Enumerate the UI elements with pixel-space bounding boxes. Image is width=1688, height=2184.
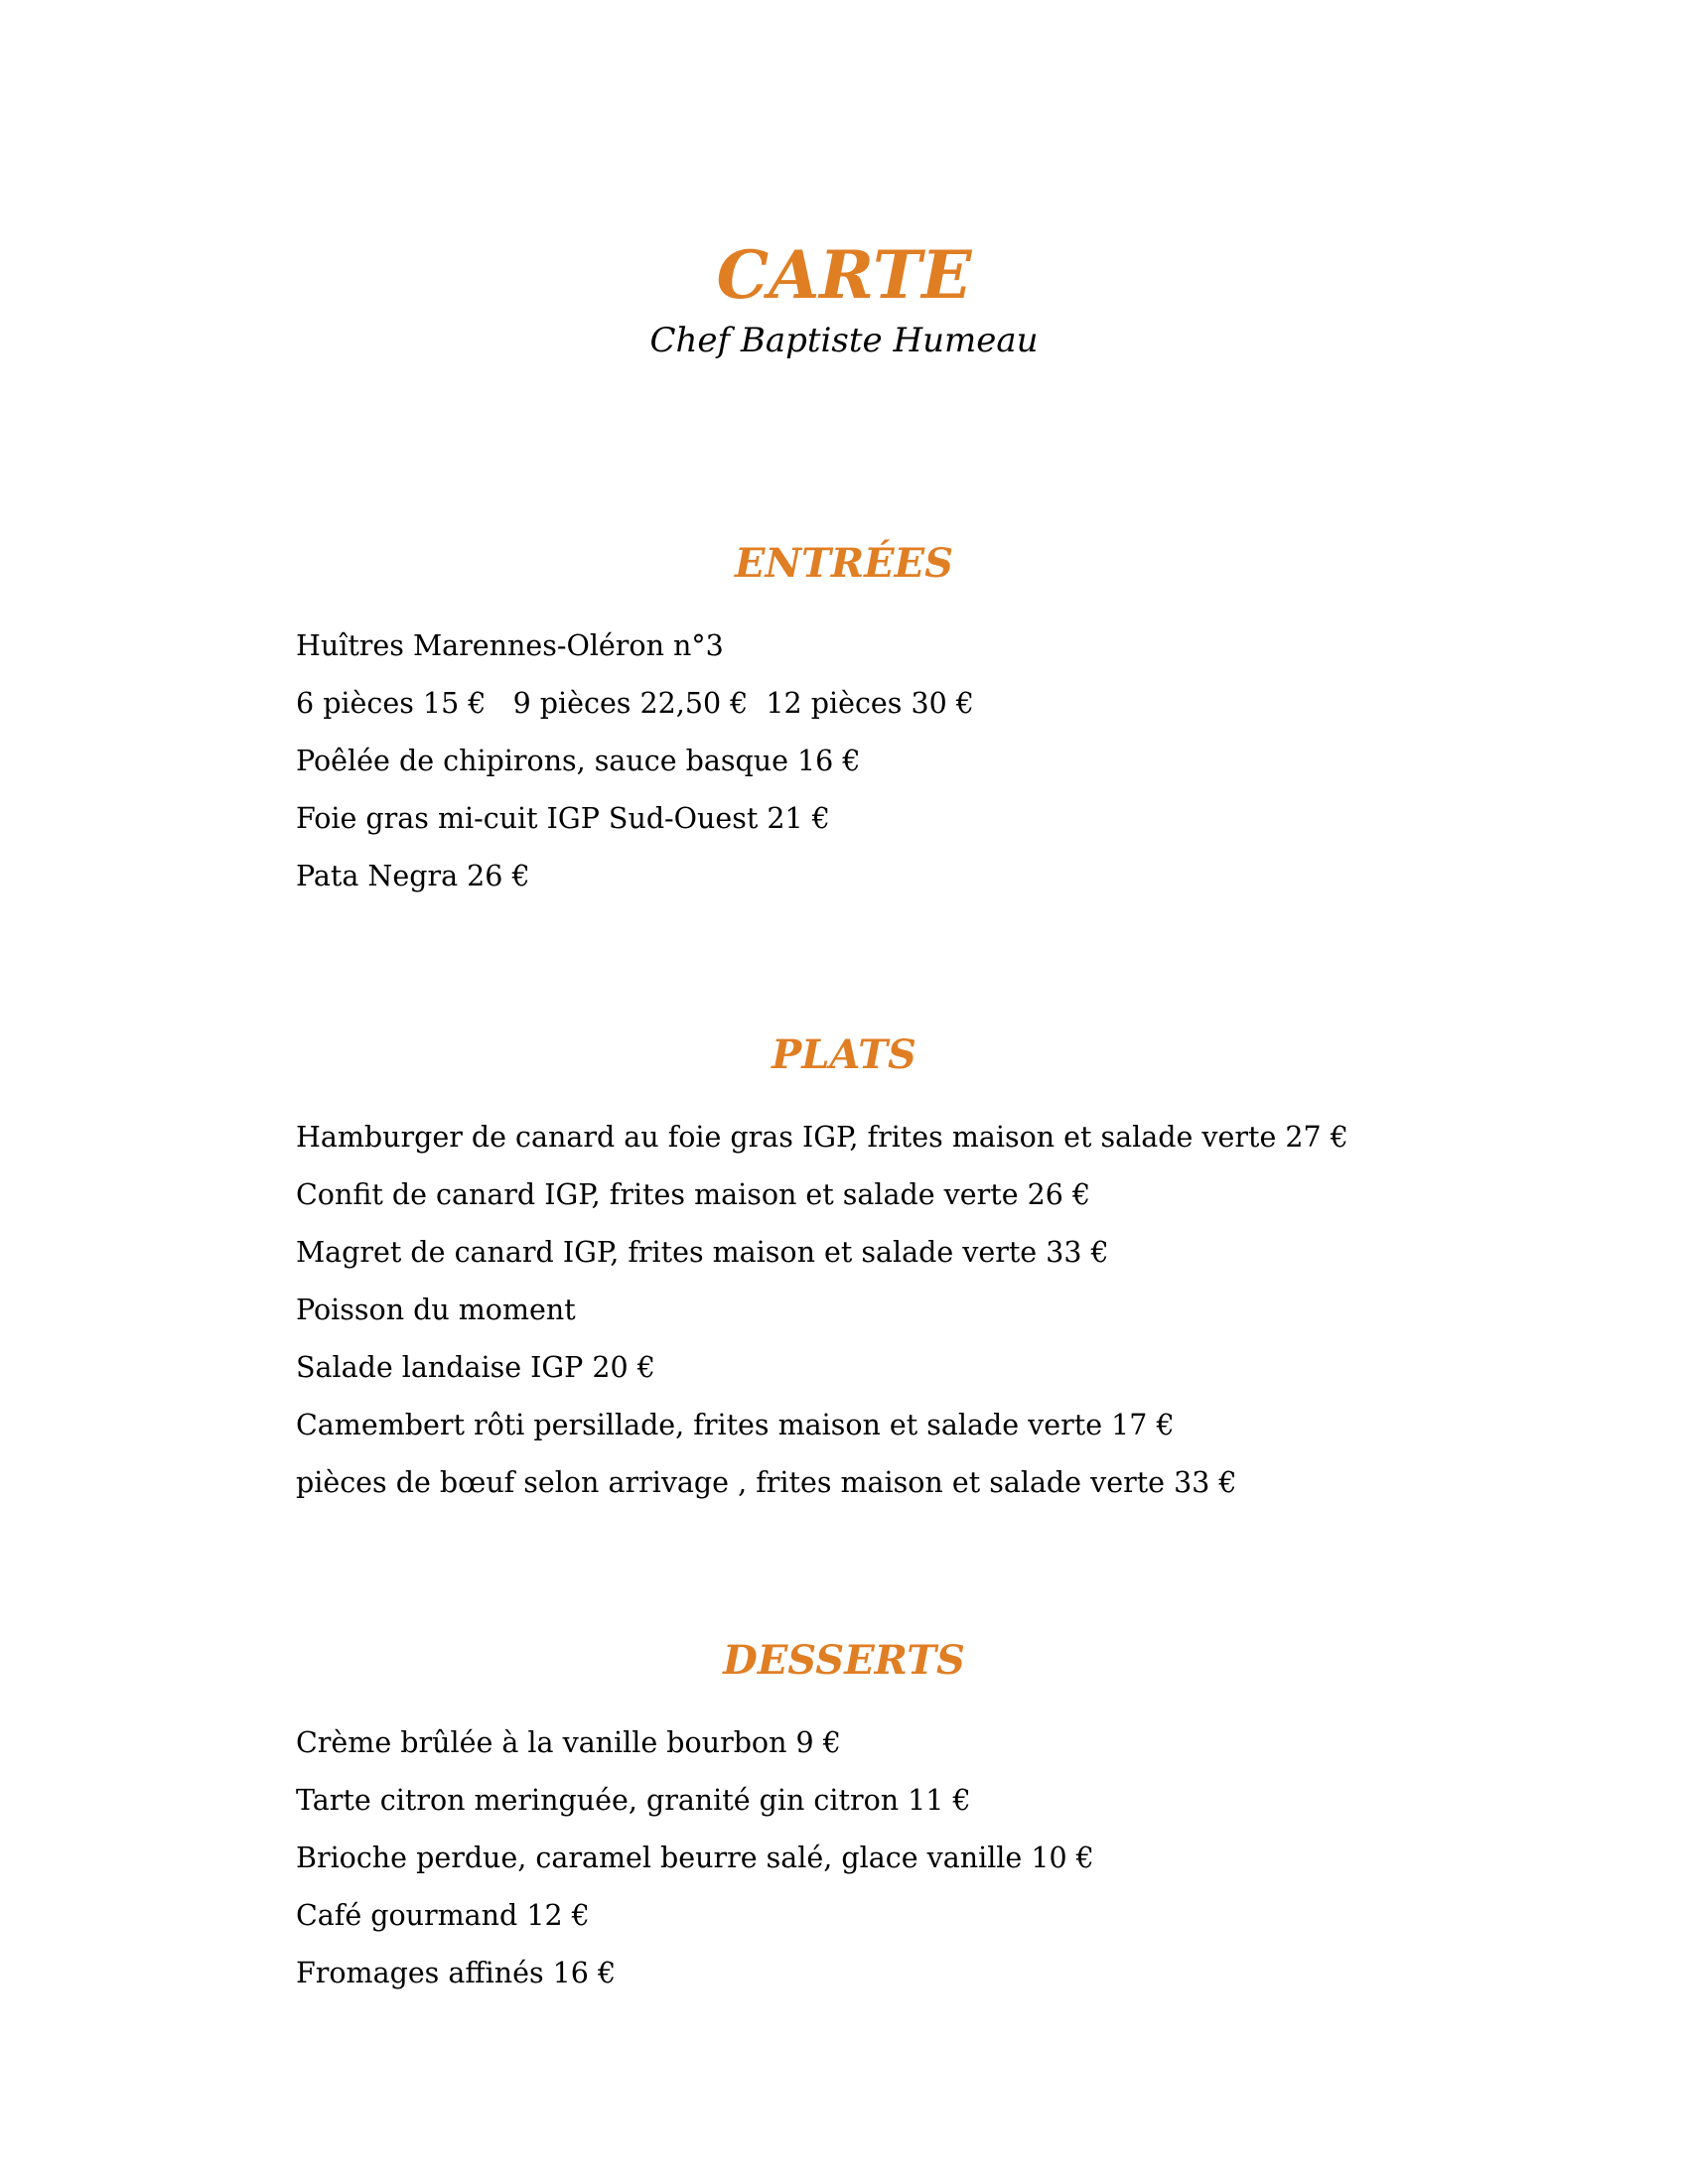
menu-item: Brioche perdue, caramel beurre salé, glace vanille 10 € xyxy=(296,1842,1094,1874)
menu-item: Huîtres Marennes-Oléron n°3 xyxy=(296,629,724,662)
menu-item: pièces de bœuf selon arrivage , frites maison et salade verte 33 € xyxy=(296,1466,1237,1499)
menu-item: Hamburger de canard au foie gras IGP, frites maison et salade verte 27 € xyxy=(296,1121,1348,1154)
menu-item: Fromages affinés 16 € xyxy=(296,1957,617,1989)
chef-name: Chef Baptiste Humeau xyxy=(649,321,1039,360)
section-entrees xyxy=(0,540,1688,905)
menu-item: Poisson du moment xyxy=(296,1294,576,1326)
menu-item: Magret de canard IGP, frites maison et salade verte 33 € xyxy=(296,1236,1109,1269)
section-plats xyxy=(0,1031,1688,1512)
menu-item: Camembert rôti persillade, frites maison et salade verte 17 € xyxy=(296,1409,1175,1441)
menu-item: Salade landaise IGP 20 € xyxy=(296,1351,655,1384)
menu-item: Poêlée de chipirons, sauce basque 16 € xyxy=(296,745,861,777)
menu-item: Pata Negra 26 € xyxy=(296,860,530,892)
section-heading-entrees: ENTRÉES xyxy=(735,540,953,587)
desserts-list xyxy=(296,1714,1688,2002)
section-desserts xyxy=(0,1637,1688,2002)
menu-item: 6 pièces 15 € 9 pièces 22,50 € 12 pièces 30 € xyxy=(296,687,974,720)
plats-list xyxy=(296,1109,1688,1512)
section-heading-plats: PLATS xyxy=(772,1031,916,1078)
section-heading-desserts: DESSERTS xyxy=(723,1637,965,1684)
entrees-list xyxy=(296,617,1688,905)
menu-item: Tarte citron meringuée, granité gin citron 11 € xyxy=(296,1784,971,1817)
menu-item: Café gourmand 12 € xyxy=(296,1899,590,1932)
menu-item: Crème brûlée à la vanille bourbon 9 € xyxy=(296,1726,841,1759)
menu-title: CARTE xyxy=(716,236,972,315)
menu-item: Confit de canard IGP, frites maison et salade verte 26 € xyxy=(296,1178,1091,1211)
menu-item: Foie gras mi-cuit IGP Sud-Ouest 21 € xyxy=(296,802,830,835)
